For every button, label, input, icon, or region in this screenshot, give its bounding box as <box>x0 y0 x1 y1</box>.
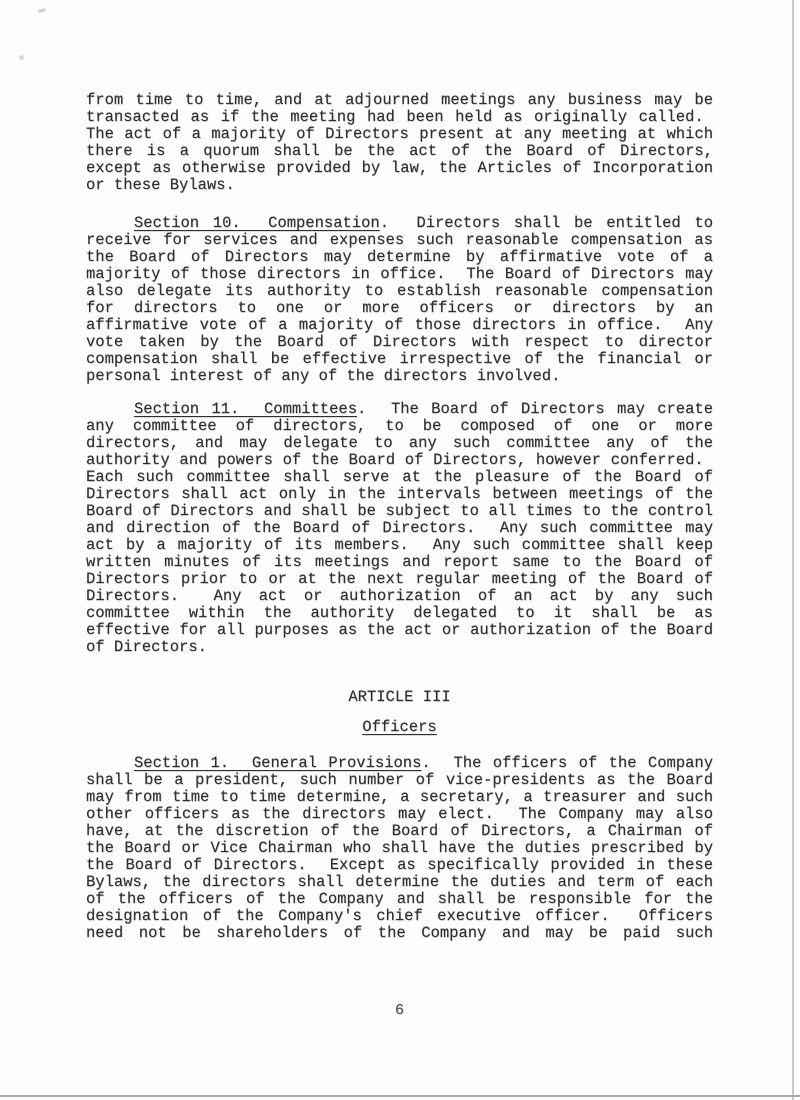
paragraph-text: The Board of Directors may create any committee of directors, to be composed of one or more directors, and may delegate to any such committee any of the authority and powers of the Board of Directors, however conferred. Each such committee shall serve at the pleasure of the Board of Directors shall act only in the intervals between meetings of the Board of Directors and shall be subject to all times to the control and direction of the Board of Directors. Any such committee may act by a majority of its members. Any such committee shall keep written minutes of its meetings and report same to the Board of Directors prior to or at the next regular meeting of the Board of Directors. Any act or authorization of an act by any such committee within the authority delegated to it shall be as effective for all purposes as the act or authorization of the Board of Directors. <box>86 400 714 656</box>
scan-speck <box>38 8 46 13</box>
officers-subtitle <box>86 719 713 736</box>
section-1-heading: Section 1. General Provisions <box>134 754 422 772</box>
scan-edge-bottom <box>0 1095 800 1097</box>
officers-subtitle-text: Officers <box>362 718 437 736</box>
section-10-heading: Section 10. Compensation <box>134 214 380 232</box>
paragraph-text: from time to time, and at adjourned meetings any business may be transacted as if the meeting had been held as originally called. The act of a majority of Directors present at any meeting at which there is a quorum shall be the act of the Board of Directors, except as otherwise provided by law, the Articles of Incorporation or these Bylaws. <box>86 91 713 194</box>
paragraph-continuation <box>86 92 713 194</box>
scan-speck <box>19 55 24 60</box>
scan-edge-right <box>792 0 794 1100</box>
paragraph-text: The officers of the Company shall be a president, such number of vice-presidents as the Board may from time to time determine, a secretary, a treasurer and such other officers as the directors may elect. The Company may also have, at the discretion of the Board of Directors, a Chairman of the Board or Vice Chairman who shall have the duties prescribed by the Board of Directors. Except as specifically provided in these Bylaws, the directors shall determine the duties and term of each of the officers of the Company and shall be responsible for the designation of the Company's chief executive officer. Officers need not be shareholders of the Company and may be paid such <box>86 754 713 942</box>
paragraph-text: Directors shall be entitled to receive for services and expenses such reasonable compensation as the Board of Directors may determine by affirmative vote of a majority of those directors in office. The Board of Directors may also delegate its authority to establish reasonable compensation for directors to one or more officers or directors by an affirmative vote of a majority of those directors in office. Any vote taken by the Board of Directors with respect to director compensation shall be effective irrespective of the financial or personal interest of any of the directors involved. <box>86 214 714 385</box>
section-1-paragraph <box>86 755 713 942</box>
heading-period: . <box>379 214 417 232</box>
heading-period: . <box>421 754 454 772</box>
article-iii-title: ARTICLE III <box>348 688 451 706</box>
section-10-paragraph <box>86 215 713 385</box>
section-11-paragraph <box>86 401 713 656</box>
section-11-heading: Section 11. Committees <box>134 400 357 418</box>
page-number: 6 <box>394 1002 404 1019</box>
heading-period: . <box>357 400 391 418</box>
